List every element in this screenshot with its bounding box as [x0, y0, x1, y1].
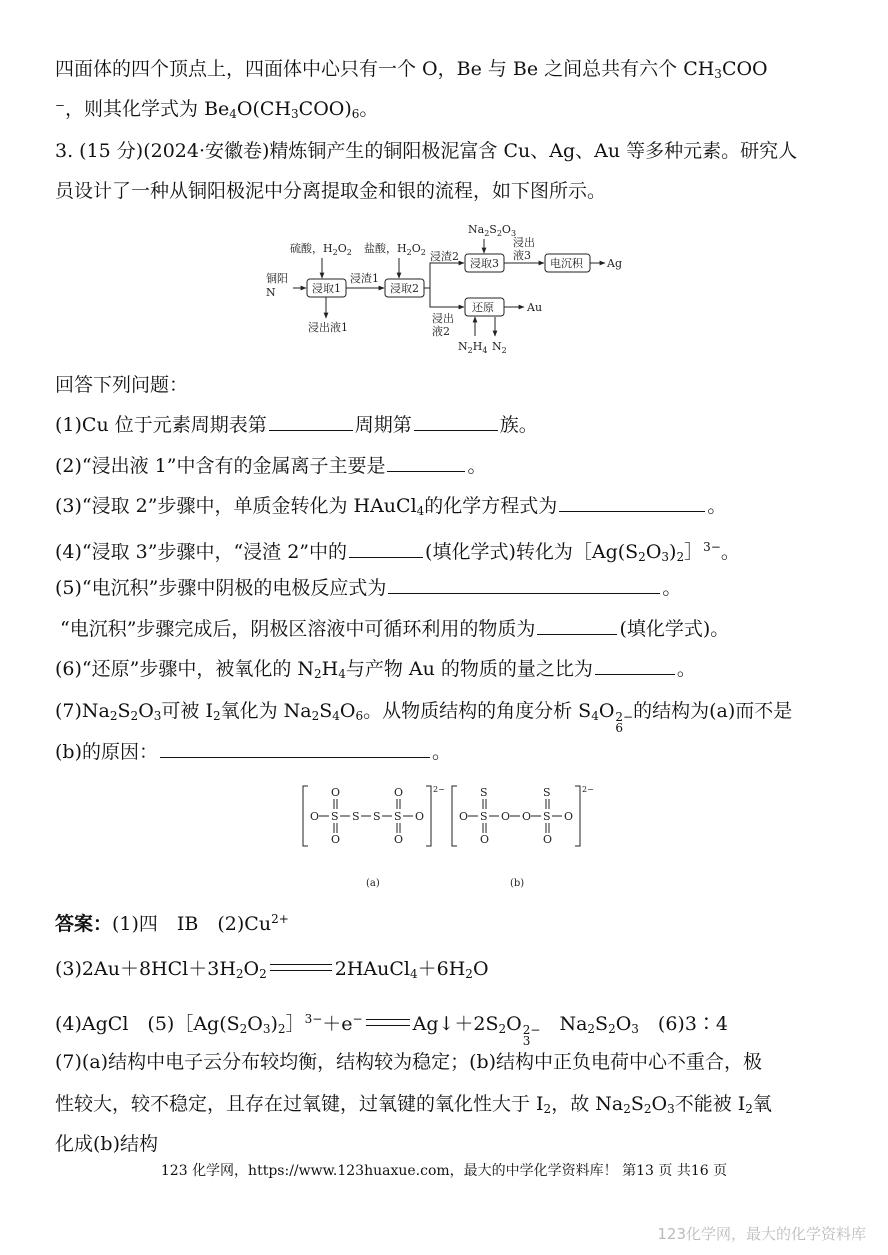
atom: O — [394, 786, 404, 799]
text: 3. (15 分)(2024·安徽卷)精炼铜产生的铜阳极泥富含 Cu、Ag、Au 等多种元素。研究人 — [55, 140, 798, 162]
answer-line-7c — [55, 1131, 158, 1157]
atom: S — [352, 810, 360, 823]
arrow — [430, 288, 464, 307]
charge-b: 2− — [582, 785, 594, 794]
atom: S — [543, 810, 551, 823]
start-label-2: N — [266, 286, 276, 299]
residue-2: 浸渣2 — [430, 250, 459, 263]
text: O — [598, 700, 615, 722]
text: (1)四 IB (2)Cu — [112, 913, 272, 935]
bracket-right — [426, 786, 431, 846]
text: ，故 Na — [551, 1093, 624, 1115]
sub: 3 — [714, 67, 722, 81]
process-flow-diagram — [262, 218, 642, 356]
atom: S — [331, 810, 339, 823]
q3-line-2 — [55, 178, 606, 204]
sub: 2 — [638, 550, 646, 564]
atom: O — [522, 810, 532, 823]
q3-line-1 — [55, 138, 797, 164]
atom: S — [480, 810, 488, 823]
text: O — [243, 958, 260, 980]
answer-blank[interactable] — [387, 453, 465, 472]
sub: 2 — [212, 709, 221, 723]
text: 的结构为(a)而不是 — [633, 700, 793, 722]
sub: 2 — [587, 1022, 596, 1036]
text: (7)Na — [55, 700, 110, 722]
text: (6)“还原”步骤中，被氧化的 N — [55, 658, 315, 680]
sub: 2 — [130, 709, 139, 723]
text: 。 — [432, 741, 452, 763]
question-5b — [60, 616, 729, 642]
leachate-3a: 浸出 — [513, 236, 535, 249]
text: 可被 I — [161, 700, 213, 722]
text: 性较大，较不稳定，且存在过氧键，过氧键的氧化性大于 I — [55, 1093, 544, 1115]
text: 。 — [676, 658, 696, 680]
questions-lead — [55, 372, 188, 398]
frac-bottom: 3 — [522, 1034, 531, 1048]
text: 四面体的四个顶点上，四面体中心只有一个 O，Be 与 Be 之间总共有六个 CH — [55, 58, 715, 80]
text: (1)Cu 位于元素周期表第 — [55, 414, 267, 436]
sub: 3 — [631, 1022, 639, 1036]
answer-line-3 — [55, 956, 489, 987]
text: 氧化为 Na — [220, 700, 312, 722]
answer-blank[interactable] — [269, 412, 353, 431]
sub: 2 — [608, 1022, 616, 1036]
intro-line-2 — [55, 96, 378, 127]
product-n2: $N_2$ — [492, 340, 507, 355]
text: ＋e — [322, 1013, 353, 1035]
atom: S — [543, 786, 551, 799]
text: 。 — [359, 98, 379, 120]
sub: 2 — [277, 1022, 286, 1036]
bracket-right — [575, 786, 580, 846]
frac-top: 2− — [522, 1023, 541, 1037]
box-reduction-label: 还原 — [472, 301, 494, 314]
atom: O — [331, 833, 341, 846]
text: 。从物质结构的角度分析 S — [363, 700, 592, 722]
sup: 3− — [304, 1012, 323, 1026]
frac-bottom: 6 — [615, 721, 624, 735]
equals-sign — [366, 1019, 410, 1026]
reagent-3: $Na_2S_2O_3$ — [468, 223, 517, 238]
answer-line-7a — [55, 1049, 762, 1075]
atom: O — [331, 786, 341, 799]
sub: 2 — [314, 667, 322, 681]
sub: 2 — [676, 550, 685, 564]
box-leach-1-label: 浸取1 — [312, 282, 341, 295]
atom: O — [501, 810, 511, 823]
text: O(CH — [236, 98, 292, 120]
question-2 — [55, 453, 487, 479]
text: 回答下列问题： — [55, 374, 189, 396]
text: (6)3∶4 — [638, 1013, 729, 1035]
text: 。 — [720, 541, 740, 563]
atom: O — [543, 833, 553, 846]
atom: S — [480, 786, 488, 799]
text: (3)“浸取 2”步骤中，单质金转化为 HAuCl — [55, 495, 417, 517]
text: O — [506, 1013, 522, 1035]
answer-blank[interactable] — [349, 539, 423, 558]
atom: O — [310, 810, 320, 823]
sub: 3 — [153, 709, 162, 723]
text: O — [645, 541, 662, 563]
question-7 — [55, 698, 792, 734]
sub: 6 — [355, 709, 364, 723]
text: S — [630, 1093, 644, 1115]
sub: 2 — [745, 1102, 753, 1116]
sub: 4 — [409, 967, 418, 981]
sub: 4 — [229, 107, 237, 121]
bracket-left — [452, 786, 457, 846]
text: (5)“电沉积”步骤中阴极的电极反应式为 — [55, 577, 387, 599]
reagent-2: 盐酸，$H_2O_2$ — [364, 242, 426, 257]
text: O — [472, 958, 489, 980]
text: O — [651, 1093, 668, 1115]
sub: 2 — [311, 709, 320, 723]
sub: 2 — [543, 1102, 552, 1116]
text: 员设计了一种从铜阳极泥中分离提取金和银的流程，如下图所示。 — [55, 180, 607, 202]
sup: − — [352, 1012, 363, 1026]
sub: 2 — [643, 1102, 652, 1116]
text: (b)的原因： — [55, 741, 158, 763]
atom: O — [564, 810, 574, 823]
answer-blank[interactable] — [388, 575, 660, 594]
atom: O — [480, 833, 490, 846]
text: 2HAuCl — [334, 958, 410, 980]
leachate-3b: 液3 — [513, 249, 531, 262]
atom: O — [459, 810, 469, 823]
question-6 — [55, 656, 696, 687]
label-a: (a) — [366, 878, 380, 889]
text: (填化学式)。 — [619, 618, 730, 640]
text: 。 — [707, 495, 727, 517]
text: (填化学式)转化为［Ag(S — [425, 541, 639, 563]
residue-1: 浸渣1 — [350, 272, 379, 285]
atom: O — [415, 810, 425, 823]
frac-top: 2− — [615, 710, 634, 724]
question-7b — [55, 739, 451, 765]
atom: O — [394, 833, 404, 846]
bracket-left — [303, 786, 308, 846]
text: ) — [669, 541, 677, 563]
page-footer: 123 化学网，https://www.123huaxue.com，最大的中学化学资料库！ 第13 页 共16 页 — [160, 1163, 728, 1179]
text: Na — [540, 1013, 588, 1035]
charge-a: 2− — [433, 785, 445, 794]
atom: S — [373, 810, 381, 823]
reagent-n2h4: $N_2H_4$ — [458, 340, 488, 355]
start-label-1: 铜阳 — [266, 272, 288, 285]
text: 与产物 Au 的物质的量之比为 — [345, 658, 593, 680]
answer-line-7b — [55, 1091, 772, 1122]
text: 周期第 — [354, 414, 412, 436]
text: S — [319, 700, 333, 722]
sub: 2 — [465, 967, 473, 981]
sub: 2 — [235, 967, 244, 981]
text: 。 — [662, 577, 682, 599]
text: 化成(b)结构 — [55, 1133, 158, 1155]
text: S — [595, 1013, 609, 1035]
product-au: Au — [527, 301, 543, 314]
text: (4)AgCl (5)［Ag(S — [55, 1013, 240, 1035]
sub: 4 — [338, 667, 346, 681]
question-5 — [55, 575, 681, 601]
sup: 2+ — [271, 912, 289, 926]
answer-blank[interactable] — [537, 616, 617, 635]
sub: 2 — [239, 1022, 248, 1036]
text: O — [138, 700, 154, 722]
sub: 4 — [416, 504, 425, 518]
text: ＋6H — [417, 958, 466, 980]
arrow — [424, 263, 464, 288]
text: “电沉积”步骤完成后，阴极区溶液中可循环利用的物质为 — [60, 618, 536, 640]
text: 的化学方程式为 — [424, 495, 558, 517]
text: ⁻，则其化学式为 Be — [55, 98, 230, 120]
text: COO — [721, 58, 768, 80]
box-leach-2-label: 浸取2 — [390, 282, 419, 295]
text: 氧 — [752, 1093, 772, 1115]
leachate-2a: 浸出 — [432, 312, 454, 325]
watermark: 123化学网，最大的化学资料库 — [657, 1225, 866, 1243]
structure-diagrams — [298, 780, 598, 895]
atom: S — [394, 810, 402, 823]
sub: 3 — [262, 1022, 271, 1036]
sup: 3− — [703, 540, 721, 554]
text: ) — [270, 1013, 278, 1035]
sub: 2 — [498, 1022, 507, 1036]
text: O — [247, 1013, 263, 1035]
text: 族。 — [499, 414, 538, 436]
equals-sign — [270, 964, 332, 971]
text: COO) — [298, 98, 352, 120]
charge-fraction — [615, 712, 633, 734]
question-1 — [55, 412, 538, 438]
sub: 3 — [661, 550, 670, 564]
leachate-2b: 液2 — [432, 325, 450, 338]
sub: 4 — [332, 709, 340, 723]
text: S — [117, 700, 131, 722]
sub: 3 — [291, 107, 299, 121]
sub: 6 — [351, 107, 360, 121]
question-4 — [55, 534, 740, 570]
text: Ag↓＋2S — [412, 1013, 499, 1035]
charge-fraction — [523, 1025, 541, 1047]
text: O — [615, 1013, 632, 1035]
sub: 2 — [623, 1102, 631, 1116]
answer-blank[interactable] — [414, 412, 498, 431]
intro-line-1 — [55, 56, 768, 87]
text: ］ — [684, 541, 704, 563]
text: 。 — [467, 455, 487, 477]
text: H — [321, 658, 339, 680]
product-ag: Ag — [607, 257, 622, 270]
answer-line-1 — [55, 906, 289, 937]
leachate-1: 浸出液1 — [308, 321, 348, 334]
text: (2)“浸出液 1”中含有的金属离子主要是 — [55, 455, 386, 477]
sub: 2 — [259, 967, 267, 981]
text: (3)2Au＋8HCl＋3H — [55, 958, 236, 980]
answer-line-4 — [55, 1006, 728, 1047]
reagent-1: 硫酸，$H_2O_2$ — [290, 242, 352, 257]
box-electrodeposit-label: 电沉积 — [550, 257, 583, 270]
question-3 — [55, 493, 726, 524]
text: (4)“浸取 3”步骤中，“浸渣 2”中的 — [55, 541, 348, 563]
text: ］ — [285, 1013, 305, 1035]
answer-blank[interactable] — [160, 739, 430, 758]
sub: 3 — [667, 1102, 675, 1116]
box-leach-3-label: 浸取3 — [470, 257, 499, 270]
label-b: (b) — [510, 878, 525, 889]
sub: 2 — [109, 709, 118, 723]
text: O — [339, 700, 356, 722]
answer-label: 答案： — [55, 913, 113, 935]
answer-blank[interactable] — [559, 493, 705, 512]
text: 不能被 I — [674, 1093, 746, 1115]
answer-blank[interactable] — [595, 656, 675, 675]
sub: 4 — [591, 709, 599, 723]
text: (7)(a)结构中电子云分布较均衡，结构较为稳定；(b)结构中正负电荷中心不重合，极 — [55, 1051, 763, 1073]
